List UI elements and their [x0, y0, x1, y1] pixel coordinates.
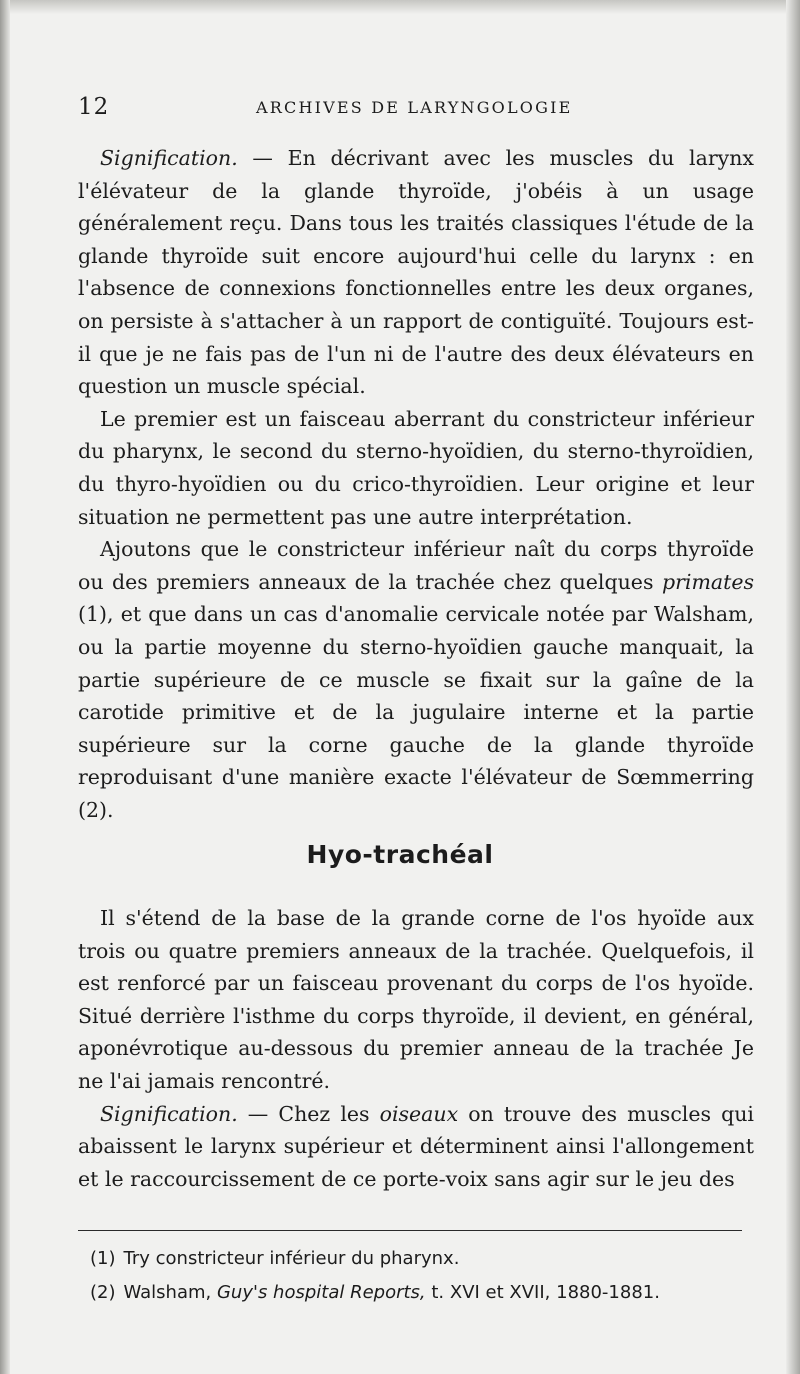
paragraph-label: Signification. — [100, 146, 238, 170]
footnotes — [90, 1242, 750, 1310]
paragraph-text: (1), et que dans un cas d'anomalie cervicale notée par Walsham, ou la partie moyenne du sterno-hyoïdien gauche manquait, la partie supérieure de ce muscle se fixait sur la gaîne de la carotide primitive et de la jugulaire interne et la partie supérieure sur la corne gauche de la glande thyroïde reproduisant d'une manière exacte l'élévateur de Sœmmerring (2). — [78, 602, 754, 822]
paragraph-label: Signification. — [100, 1101, 238, 1126]
footnote-text: t. XVI et XVII, 1880-1881. — [425, 1282, 660, 1303]
paragraph-text: on trouve des muscles qui abaissent le larynx supérieur et déterminent ainsi l'allongement et le raccourcissement de ce porte-voix sans agir sur le jeu des — [78, 1101, 754, 1191]
footnote-1 — [90, 1242, 750, 1276]
footnote-title: Guy's hospital Reports, — [216, 1282, 426, 1303]
running-title: ARCHIVES DE LARYNGOLOGIE — [256, 98, 573, 117]
paragraph-ajoutons — [78, 533, 754, 826]
paragraph-signification-1 — [78, 142, 754, 403]
section-top-text — [78, 142, 754, 826]
page-number: 12 — [78, 94, 110, 120]
section-bottom-text — [78, 902, 754, 1195]
footnote-text: Try constricteur inférieur du pharynx. — [123, 1248, 460, 1269]
italic-term: primates — [661, 569, 754, 594]
section-heading: Hyo-trachéal — [306, 840, 494, 869]
footnote-marker: (2) — [90, 1282, 116, 1303]
paragraph-text: — En décrivant avec les muscles du larynx l'élévateur de la glande thyroïde, j'obéis à un usage généralement reçu. Dans tous les traités classiques l'étude de la glande thyroïde suit encore aujourd'hui celle du larynx : en l'absence de connexions fonctionnelles entre les deux organes, on persiste à s'attacher à un rapport de contiguïté. Toujours est-il que je ne fais pas de l'un ni de l'autre des deux élévateurs en question un muscle spécial. — [78, 146, 754, 399]
footnote-author: Walsham, — [123, 1282, 217, 1303]
footnote-marker: (1) — [90, 1248, 116, 1269]
paragraph-text: — Chez les — [237, 1101, 380, 1126]
paragraph-signification-2 — [78, 1098, 754, 1196]
scan-edge-right — [786, 0, 800, 1374]
scan-edge-left — [0, 0, 10, 1374]
scan-edge-top — [0, 0, 800, 14]
paragraph-hyo-tracheal: Il s'étend de la base de la grande corne de l'os hyoïde aux trois ou quatre premiers anneaux de la trachée. Quelquefois, il est renforcé par un faisceau provenant du corps de l'os hyoïde. Situé derrière l'isthme du corps thyroïde, il devient, en général, aponévrotique au-dessous du premier anneau de la trachée Je ne l'ai jamais rencontré. — [78, 906, 754, 1093]
footnote-divider — [78, 1230, 742, 1231]
paragraph-text: Ajoutons que le constricteur inférieur naît du corps thyroïde ou des premiers anneaux de la trachée chez quelques — [78, 537, 754, 594]
page-header — [78, 94, 754, 122]
paragraph-premier: Le premier est un faisceau aberrant du constricteur inférieur du pharynx, le second du sterno-hyoïdien, du sterno-thyroïdien, du thyro-hyoïdien ou du crico-thyroïdien. Leur origine et leur situation ne permettent pas une autre interprétation. — [78, 406, 754, 529]
italic-term: oiseaux — [379, 1101, 459, 1126]
footnote-2 — [90, 1276, 750, 1310]
